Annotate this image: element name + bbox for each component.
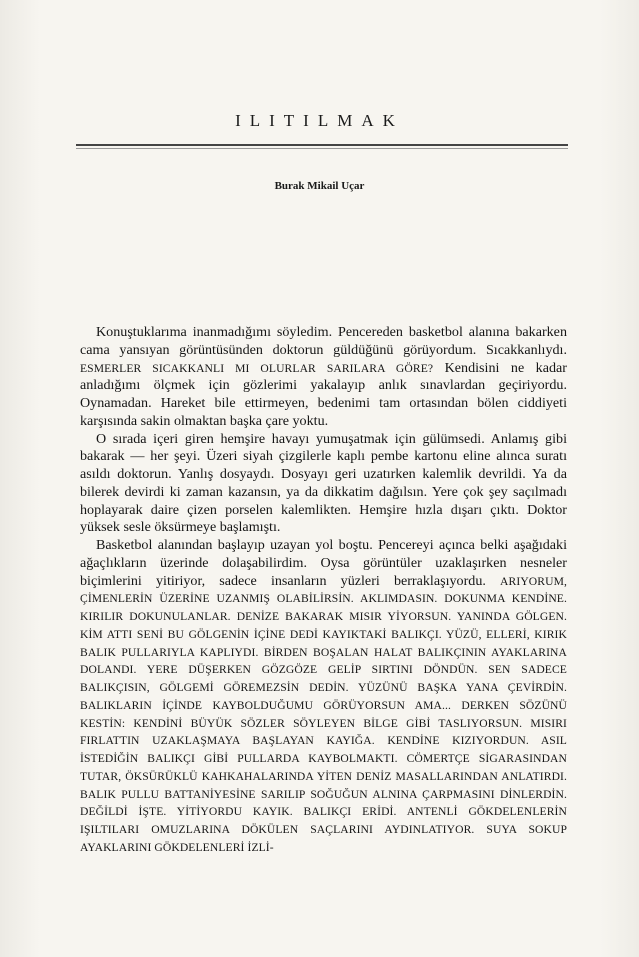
paragraph-2 (80, 431, 567, 538)
title-rule (76, 144, 568, 146)
paragraph-3 (80, 537, 567, 857)
story-title: ILITILMAK (235, 111, 404, 130)
paragraph-1 (80, 324, 567, 431)
author-name: Burak Mikail Uçar (274, 180, 365, 192)
paragraph-1-tail: Kendisini ne kadar anladığımı ölçmek için gözlerimi yakalayıp anlık sınavlardan geçiriyordu. Oynamadan. Hareket bile ettirmeyen, bedenimi tam ortasından bölen ciddiyeti karşısında sakin olmaktan başka çare yoktu. (80, 359, 567, 429)
bleed-through-text (300, 150, 600, 160)
paragraph-3-text: Basketbol alanından başlayıp uzayan yol boştu. Pencereyi açınca belki aşağıdaki ağaçlıkların üzerinde dolaşabilirdim. Oysa görüntüler uzaklaşırken nesneler biçimlerini yitiriyor, sadece insanların yüzleri berraklaşıyordu. (80, 537, 567, 589)
story-body (80, 324, 567, 857)
paragraph-3-caps: ARIYORUM, ÇİMENLERİN ÜZERİNE UZANMIŞ OLABİLİRSİN. AKLIMDASIN. DOKUNMA KENDİNE. KIRILIR DOKUNULANLAR. DENİZE BAKARAK MISIR YİYORSUN. YANINDA GÖLGEN. KİM ATTI SENİ BU GÖLGENİN İÇİNE DEDİ KAYIKTAKİ BALIKÇI. YÜZÜ, ELLERİ, KIRIK BALIK PULLARIYLA KAPLIYDI. BİRDEN BOŞALAN HALAT BALIKÇININ AYAKLARINA DOLANDI. YERE DÜŞERKEN GÖZGÖZE GELİP SIRTINI DÖNDÜN. SEN SADECE BALIKÇISIN, GÖLGEMİ GÖREMEZSİN DEDİN. YÜZÜNÜ BAŞKA YANA ÇEVİRDİN. BALIKLARIN İÇİNDE KAYBOLDUĞUMU GÖRÜYORSUN AMA... DERKEN SÖZÜNÜ KESTİN: KENDİNİ BÜYÜK SÖZLER SÖYLEYEN BİLGE GİBİ TASLIYORSUN. MISIRI FIRLATTIN UZAKLAŞMAYA BAŞLAYAN KAYIĞA. KENDİNE KIZIYORDUN. ASIL İSTEDİĞİN BALIKÇI GİBİ PULLARDA KAYBOLMAKTI. CÖMERTÇE SİGARASINDAN TUTAR, ÖKSÜRÜKLÜ KAHKAHALARINDA YİTEN DENİZ MASALLARINDAN ANLATIRDI. BALIK PULLU BATTANİYESİNE SARILIP SOĞUĞUN ALNINA ÇARPMASINI DİNLERDİN. DEĞİLDİ İŞTE. YİTİYORDU KAYIK. BALIKÇI ERİDİ. ANTENLİ GÖKDELENLERİN IŞILTILARI OMUZLARINA DÖKÜLEN SAÇLARINI AYDINLATIYOR. SUYA SOKUP AYAKLARINI GÖKDELENLERİ İZLİ- (80, 574, 567, 854)
paragraph-2-text: O sırada içeri giren hemşire havayı yumuşatmak için gülümsedi. Anlamış gibi bakarak — her şeyi. Üzeri siyah çizgilerle kaplı pembe kartonu eline alınca suratı asıldı doktorun. Yanlış dosyaydı. Dosyayı geri uzatırken kalemlik devrildi. Ya da bilerek devirdi ki zaman kazansın, ya da dikkatim dağılsın. Yere çok şey saçılmadı hoplayarak daire çizen porselen kalemlikten. Hemşire hızla dışarı çıktı. Doktor yüksek sesle öksürmeye başlamıştı. (80, 430, 567, 536)
paragraph-1-text: Konuştuklarıma inanmadığımı söyledim. Pencereden basketbol alanına bakarken cama yansıyan görüntüsünden doktorun güldüğünü görüyordum. Sıcakkanlıydı. (80, 324, 567, 358)
paragraph-1-caps: ESMERLER SICAKKANLI MI OLURLAR SARILARA GÖRE? (80, 361, 434, 375)
title-rule-thin (76, 148, 568, 149)
